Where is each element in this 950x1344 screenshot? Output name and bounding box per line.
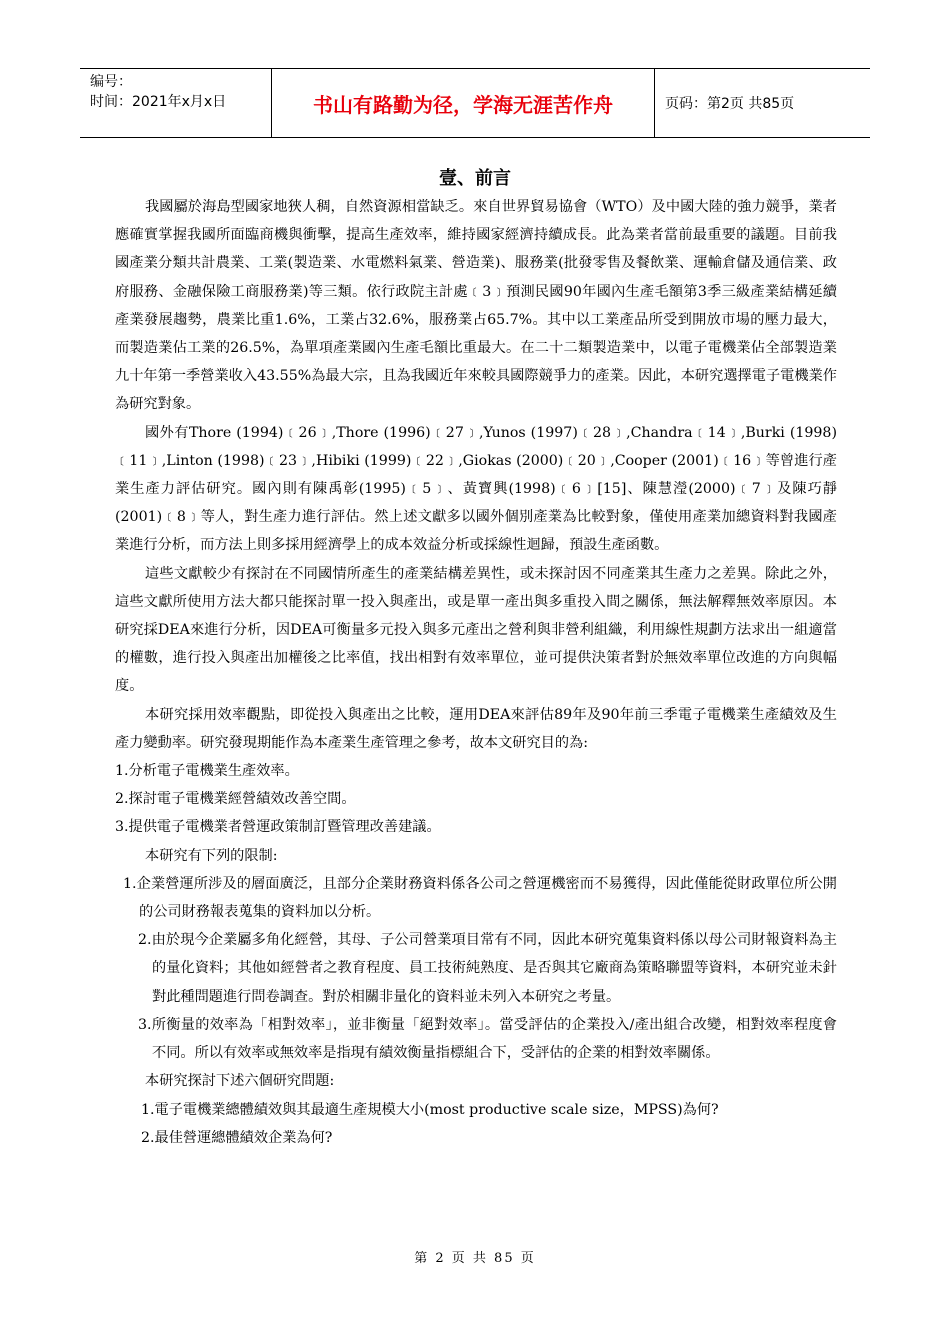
- motto: 书山有路勤为径，学海无涯苦作舟: [272, 69, 655, 137]
- goal-item: 1.分析電子電機業生產效率。: [115, 763, 299, 780]
- paragraph: 這些文獻較少有探討在不同國情所產生的產業結構差異性，或未探討因不同產業其生產力之差異。除此之外，這些文獻所使用方法大都只能探討單一投入與產出，或是單一產出與多重投入間之關係，無法解釋無效率原因。本研究採DEA來進行分析，因DEA可衡量多元投入與多元產出之營利與非營利組織，利用線性規劃方法求出一組適當的權數，進行投入與產出加權後之比率值，找出相對有效率單位，並可提供決策者對於無效率單位改進的方向與幅度。: [115, 565, 837, 695]
- goal-item: 2.探討電子電機業經營績效改善空間。: [115, 791, 356, 808]
- question-intro: 本研究探討下述六個研究問題:: [145, 1073, 335, 1090]
- paragraph: 國外有Thore (1994)﹝26﹞,Thore (1996)﹝27﹞,Yunos (1997)﹝28﹞,Chandra﹝14﹞,Burki (1998)﹝11﹞,Linton (1998)﹝23﹞,Hibiki (1999)﹝22﹞,Giokas (2000)﹝20﹞,Cooper (2001)﹝16﹞等曾進行產業生產力評估研究。國內則有陳禹彰(1995)﹝5﹞、黃寶興(1998)﹝6﹞[15]、陳慧瀅(2000)﹝7﹞及陳巧靜(2001)﹝8﹞等人，對生產力進行評估。然上述文獻多以國外個別產業為比較對象，僅使用產業加總資料對我國產業進行分析，而方法上則多採用經濟學上的成本效益分析或採線性迴歸，預設生產函數。: [115, 424, 837, 554]
- page-header: [80, 68, 870, 138]
- body-text: [115, 193, 837, 1152]
- page-info: 页码：第2页 共85页: [665, 96, 795, 112]
- limit-item: 2.由於現今企業屬多角化經營，其母、子公司營業項目常有不同，因此本研究蒐集資料係以母公司財報資料為主的量化資料；其他如經營者之教育程度、員工技術純熟度、是否與其它廠商為策略聯盟等資料，本研究並未針對此種問題進行問卷調查。對於相關非量化的資料並未列入本研究之考量。: [138, 932, 837, 1005]
- header-left-cell: [80, 69, 272, 137]
- paragraph: 我國屬於海島型國家地狹人稠，自然資源相當缺乏。來自世界貿易協會（WTO）及中國大陸的強力競爭，業者應確實掌握我國所面臨商機與衝擊，提高生產效率，維持國家經濟持續成長。此為業者當前最重要的議題。目前我國產業分類共計農業、工業(製造業、水電燃料氣業、營造業)、服務業(批發零售及餐飲業、運輸倉儲及通信業、政府服務、金融保險工商服務業)等三類。依行政院主計處﹝3﹞預測民國90年國內生產毛額第3季三級產業結構延續產業發展趨勢，農業比重1.6%，工業占32.6%，服務業占65.7%。其中以工業產品所受到開放市場的壓力最大，而製造業佔工業的26.5%，為單項產業國內生產毛額比重最大。在二十二類製造業中，以電子電機業佔全部製造業九十年第一季營業收入43.55%為最大宗，且為我國近年來較具國際競爭力的產業。因此，本研究選擇電子電機業作為研究對象。: [115, 199, 837, 413]
- paragraph: 本研究採用效率觀點，即從投入與產出之比較，運用DEA來評估89年及90年前三季電子電機業生產績效及生產力變動率。研究發現期能作為本產業生產管理之參考，故本文研究目的為:: [115, 706, 837, 751]
- limit-intro: 本研究有下列的限制:: [145, 847, 278, 864]
- section-title: 壹、前言: [439, 168, 511, 189]
- number-label: 编号：: [90, 74, 132, 90]
- question-item: 1.電子電機業總體績效與其最適生產規模大小(most productive scale size，MPSS)為何?: [141, 1101, 719, 1118]
- limit-item: 1.企業營運所涉及的層面廣泛，且部分企業財務資料係各公司之營運機密而不易獲得，因此僅能從財政單位所公開的公司財務報表蒐集的資料加以分析。: [123, 875, 837, 921]
- question-item: 2.最佳營運總體績效企業為何?: [141, 1129, 333, 1146]
- limit-item: 3.所衡量的效率為「相對效率」，並非衡量「絕對效率」。當受評估的企業投入/產出組合改變，相對效率程度會不同。所以有效率或無效率是指現有績效衡量指標組合下，受評估的企業的相對效率關係。: [138, 1016, 837, 1062]
- goal-item: 3.提供電子電機業者營運政策制訂暨管理改善建議。: [115, 819, 441, 836]
- date-label: 时间：2021年x月x日: [90, 94, 227, 110]
- page-footer: 第 2 页 共 85 页: [414, 1251, 536, 1266]
